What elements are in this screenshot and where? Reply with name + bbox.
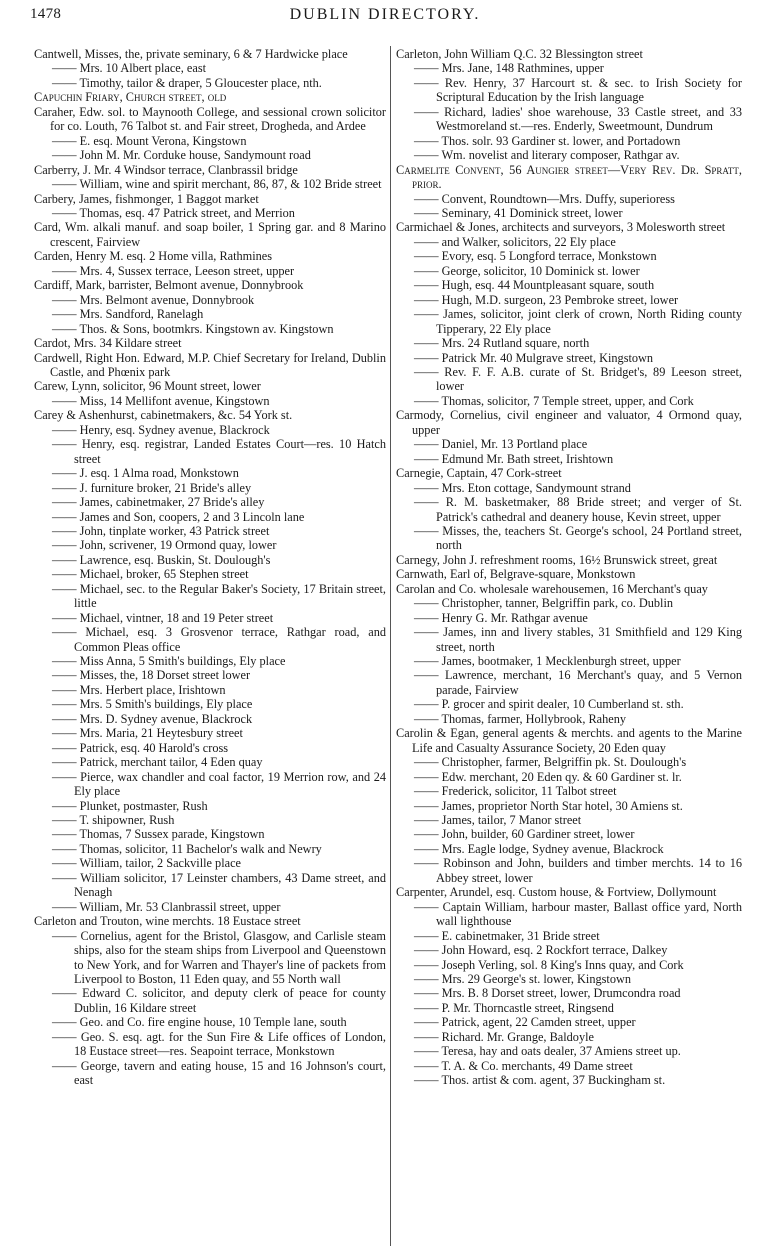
directory-entry: —— Pierce, wax chandler and coal factor, 19 Merrion row, and 24 Ely place — [52, 769, 386, 799]
directory-entry: Cardwell, Right Hon. Edward, M.P. Chief Secretary for Ireland, Dublin Castle, and Phœnix park — [34, 350, 386, 379]
directory-entry: —— Mrs. Jane, 148 Rathmines, upper — [414, 61, 604, 76]
directory-entry: —— Mrs. B. 8 Dorset street, lower, Drumcondra road — [414, 986, 681, 1001]
directory-entry: —— Mrs. Sandford, Ranelagh — [52, 307, 204, 322]
directory-entry: —— Plunket, postmaster, Rush — [52, 798, 208, 813]
page-number: 1478 — [30, 6, 62, 22]
directory-entry: —— John Howard, esq. 2 Rockfort terrace, Dalkey — [414, 943, 668, 958]
directory-entry: —— Geo. S. esq. agt. for the Sun Fire & Life offices of London, 18 Eustace street—res. Seapoint terrace, Monkstown — [52, 1029, 386, 1059]
directory-entry: —— William, Mr. 53 Clanbrassil street, upper — [52, 899, 281, 914]
directory-entry: —— John, tinplate worker, 43 Patrick street — [52, 523, 270, 538]
directory-entry: Cantwell, Misses, the, private seminary, 6 & 7 Hardwicke place — [34, 47, 348, 61]
directory-entry: —— Miss Anna, 5 Smith's buildings, Ely place — [52, 654, 286, 669]
directory-entry: —— Christopher, tanner, Belgriffin park, co. Dublin — [414, 596, 674, 611]
directory-entry: —— Lawrence, merchant, 16 Merchant's quay, and 5 Vernon parade, Fairview — [414, 668, 742, 697]
directory-entry: Carmelite Convent, 56 Aungier street—Very Rev. Dr. Spratt, prior. — [396, 162, 742, 192]
directory-entry: —— William, tailor, 2 Sackville place — [52, 856, 241, 871]
directory-entry: —— George, tavern and eating house, 15 and 16 Johnson's court, east — [52, 1058, 386, 1088]
directory-entry: —— Henry, esq. Sydney avenue, Blackrock — [52, 422, 270, 437]
directory-entry: —— Edward C. solicitor, and deputy clerk of peace for county Dublin, 16 Kildare street — [52, 986, 386, 1015]
directory-entry: —— James, proprietor North Star hotel, 30 Amiens st. — [414, 798, 683, 813]
directory-entry: Carden, Henry M. esq. 2 Home villa, Rathmines — [34, 249, 273, 264]
directory-entry: —— Captain William, harbour master, Ballast office yard, North wall lighthouse — [414, 899, 742, 929]
directory-entry: Card, Wm. alkali manuf. and soap boiler, 1 Spring gar. and 8 Marino crescent, Fairview — [34, 220, 386, 249]
column-divider — [390, 46, 391, 1246]
directory-entry: —— Edmund Mr. Bath street, Irishtown — [414, 451, 614, 466]
directory-entry: —— Misses, the, teachers St. George's school, 24 Portland street, north — [414, 523, 742, 553]
directory-entry: —— Evory, esq. 5 Longford terrace, Monkstown — [414, 249, 657, 264]
directory-entry: Carpenter, Arundel, esq. Custom house, & Fortview, Dollymount — [396, 885, 717, 900]
directory-entry: —— Daniel, Mr. 13 Portland place — [414, 437, 588, 452]
directory-entry: —— Michael, sec. to the Regular Baker's Society, 17 Britain street, little — [52, 581, 386, 611]
directory-entry: —— James, solicitor, joint clerk of crown, North Riding county Tipperary, 22 Ely place — [414, 307, 742, 336]
directory-entry: —— Mrs. 5 Smith's buildings, Ely place — [52, 697, 253, 712]
directory-entry: —— Richard, ladies' shoe warehouse, 33 Castle street, and 33 Westmoreland st.—res. Enderly, Sweetmount, Dundrum — [414, 104, 742, 134]
directory-entry: —— Mrs. 29 George's st. lower, Kingstown — [414, 972, 632, 986]
directory-entry: —— Mrs. Herbert place, Irishtown — [52, 682, 226, 697]
directory-entry: —— Misses, the, 18 Dorset street lower — [52, 668, 251, 683]
directory-entry: Carnegy, John J. refreshment rooms, 16½ Brunswick street, great — [396, 552, 718, 567]
directory-entry: —— Frederick, solicitor, 11 Talbot street — [414, 784, 617, 799]
directory-entry: —— James, inn and livery stables, 31 Smithfield and 129 King street, north — [414, 625, 742, 654]
directory-entry: —— Mrs. D. Sydney avenue, Blackrock — [52, 711, 253, 726]
directory-column-right — [396, 47, 742, 1088]
directory-entry: —— P. Mr. Thorncastle street, Ringsend — [414, 1000, 614, 1015]
directory-entry: —— William solicitor, 17 Leinster chambers, 43 Dame street, and Nenagh — [52, 870, 386, 900]
directory-entry: —— Edw. merchant, 20 Eden qy. & 60 Gardiner st. lr. — [414, 769, 682, 784]
directory-entry: Carew, Lynn, solicitor, 96 Mount street, lower — [34, 379, 261, 394]
directory-entry: —— and Walker, solicitors, 22 Ely place — [414, 234, 616, 249]
directory-entry: —— E. cabinetmaker, 31 Bride street — [414, 928, 600, 943]
directory-entry: —— Patrick, merchant tailor, 4 Eden quay — [52, 755, 263, 770]
directory-entry: —— Teresa, hay and oats dealer, 37 Amiens street up. — [414, 1044, 681, 1059]
directory-entry: —— Wm. novelist and literary composer, Rathgar av. — [414, 148, 680, 163]
directory-entry: —— Mrs. 4, Sussex terrace, Leeson street, upper — [52, 263, 295, 278]
directory-entry: —— John, builder, 60 Gardiner street, lower — [414, 827, 635, 842]
directory-entry: —— Mrs. 10 Albert place, east — [52, 61, 207, 76]
directory-entry: —— Thomas, esq. 47 Patrick street, and Merrion — [52, 205, 295, 220]
directory-entry: —— John M. Mr. Corduke house, Sandymount road — [52, 148, 311, 163]
directory-entry: —— Rev. F. F. A.B. curate of St. Bridget's, 89 Leeson street, lower — [414, 364, 742, 394]
running-head-title: DUBLIN DIRECTORY. — [289, 6, 481, 23]
directory-entry: —— James and Son, coopers, 2 and 3 Lincoln lane — [52, 509, 305, 524]
directory-entry: —— Mrs. Eton cottage, Sandymount strand — [414, 480, 631, 495]
directory-entry: —— Mrs. Belmont avenue, Donnybrook — [52, 292, 255, 307]
directory-entry: —— Mrs. Eagle lodge, Sydney avenue, Blackrock — [414, 841, 664, 856]
directory-entry: —— Joseph Verling, sol. 8 King's Inns quay, and Cork — [414, 957, 684, 972]
directory-entry: —— Seminary, 41 Dominick street, lower — [414, 205, 623, 220]
directory-entry: —— William, wine and spirit merchant, 86, 87, & 102 Bride street — [52, 177, 382, 192]
directory-entry: —— J. esq. 1 Alma road, Monkstown — [52, 466, 239, 481]
directory-entry: —— Thomas, farmer, Hollybrook, Raheny — [414, 711, 627, 726]
directory-entry: —— Robinson and John, builders and timber merchts. 14 to 16 Abbey street, lower — [414, 856, 742, 885]
directory-column-left — [34, 47, 386, 1088]
directory-entry: —— Thomas, solicitor, 7 Temple street, upper, and Cork — [414, 393, 694, 408]
directory-entry: —— Richard. Mr. Grange, Baldoyle — [414, 1029, 594, 1044]
directory-entry: —— J. furniture broker, 21 Bride's alley — [52, 480, 252, 495]
directory-entry: Carleton, John William Q.C. 32 Blessington street — [396, 47, 643, 61]
directory-entry: Carey & Ashenhurst, cabinetmakers, &c. 54 York st. — [34, 408, 293, 423]
directory-entry: —— James, tailor, 7 Manor street — [414, 813, 582, 828]
directory-entry: —— T. shipowner, Rush — [52, 813, 175, 828]
directory-entry: —— Hugh, M.D. surgeon, 23 Pembroke street, lower — [414, 292, 679, 307]
directory-entry: —— Patrick Mr. 40 Mulgrave street, Kingstown — [414, 350, 654, 365]
directory-entry: —— Hugh, esq. 44 Mountpleasant square, south — [414, 278, 655, 293]
directory-entry: Carmody, Cornelius, civil engineer and valuator, 4 Ormond quay, upper — [396, 408, 742, 437]
directory-entry: Carbery, James, fishmonger, 1 Baggot market — [34, 191, 259, 206]
directory-entry: —— Michael, esq. 3 Grosvenor terrace, Rathgar road, and Common Pleas office — [52, 625, 386, 654]
directory-entry: —— Thos. & Sons, bootmkrs. Kingstown av. Kingstown — [52, 321, 334, 336]
directory-entry: —— Henry, esq. registrar, Landed Estates Court—res. 10 Hatch street — [52, 437, 386, 466]
directory-entry: —— Henry G. Mr. Rathgar avenue — [414, 610, 588, 625]
directory-entry: —— Patrick, esq. 40 Harold's cross — [52, 740, 229, 755]
directory-entry: —— Patrick, agent, 22 Camden street, upper — [414, 1015, 636, 1030]
directory-entry: —— Cornelius, agent for the Bristol, Glasgow, and Carlisle steam ships, also for the steam ships from Liverpool and Queenstown to New York, and for Warren and Thayer's line of packets from Liverpool to Boston, 11 Eden quay, and 55 North wall — [52, 928, 386, 986]
directory-entry: —— Mrs. Maria, 21 Heytesbury street — [52, 726, 243, 741]
directory-entry: Carberry, J. Mr. 4 Windsor terrace, Clanbrassil bridge — [34, 162, 298, 177]
directory-entry: Carnwath, Earl of, Belgrave-square, Monkstown — [396, 567, 636, 582]
directory-entry: —— John, scrivener, 19 Ormond quay, lower — [52, 538, 277, 553]
directory-entry: Carleton and Trouton, wine merchts. 18 Eustace street — [34, 914, 301, 929]
directory-entry: —— Thomas, solicitor, 11 Bachelor's walk and Newry — [52, 841, 322, 856]
directory-entry: —— R. M. basketmaker, 88 Bride street; and verger of St. Patrick's cathedral and deanery house, Kevin street, upper — [414, 495, 742, 524]
directory-entry: —— E. esq. Mount Verona, Kingstown — [52, 133, 247, 148]
directory-entry: —— Mrs. 24 Rutland square, north — [414, 336, 590, 351]
directory-entry: —— Thomas, 7 Sussex parade, Kingstown — [52, 827, 265, 842]
directory-entry: Cardiff, Mark, barrister, Belmont avenue, Donnybrook — [34, 278, 304, 293]
directory-entry: —— George, solicitor, 10 Dominick st. lower — [414, 263, 640, 278]
directory-entry: Capuchin Friary, Church street, old — [34, 90, 227, 105]
directory-entry: —— Timothy, tailor & draper, 5 Gloucester place, nth. — [52, 75, 322, 90]
directory-entry: —— P. grocer and spirit dealer, 10 Cumberland st. sth. — [414, 697, 684, 712]
directory-entry: —— Convent, Roundtown—Mrs. Duffy, superioress — [414, 191, 675, 206]
directory-entry: Caraher, Edw. sol. to Maynooth College, and sessional crown solicitor for co. Louth, 76 Talbot st. and Fair street, Drogheda, and Ardee — [34, 104, 386, 134]
directory-entry: —— Geo. and Co. fire engine house, 10 Temple lane, south — [52, 1015, 347, 1030]
directory-entry: —— Miss, 14 Mellifont avenue, Kingstown — [52, 393, 270, 408]
directory-entry: —— Thos. solr. 93 Gardiner st. lower, and Portadown — [414, 133, 681, 148]
directory-entry: —— Lawrence, esq. Buskin, St. Doulough's — [52, 552, 271, 567]
directory-entry: —— James, cabinetmaker, 27 Bride's alley — [52, 495, 265, 510]
directory-entry: —— Rev. Henry, 37 Harcourt st. & sec. to Irish Society for Scriptural Education by the Irish language — [414, 75, 742, 105]
directory-entry: —— T. A. & Co. merchants, 49 Dame street — [414, 1058, 633, 1073]
directory-entry: Cardot, Mrs. 34 Kildare street — [34, 336, 182, 351]
directory-entry: Carmichael & Jones, architects and surveyors, 3 Molesworth street — [396, 220, 726, 235]
directory-entry: —— James, bootmaker, 1 Mecklenburgh street, upper — [414, 654, 681, 669]
directory-entry: Carolin & Egan, general agents & merchts. and agents to the Marine Life and Casualty Assurance Society, 20 Eden quay — [396, 726, 742, 755]
directory-entry: —— Christopher, farmer, Belgriffin pk. St. Doulough's — [414, 755, 687, 770]
directory-entry: Carnegie, Captain, 47 Cork-street — [396, 466, 562, 481]
directory-entry: —— Michael, broker, 65 Stephen street — [52, 567, 249, 582]
directory-entry: Carolan and Co. wholesale warehousemen, 16 Merchant's quay — [396, 581, 708, 596]
directory-entry: —— Michael, vintner, 18 and 19 Peter street — [52, 610, 274, 625]
directory-entry: —— Thos. artist & com. agent, 37 Buckingham st. — [414, 1073, 666, 1088]
